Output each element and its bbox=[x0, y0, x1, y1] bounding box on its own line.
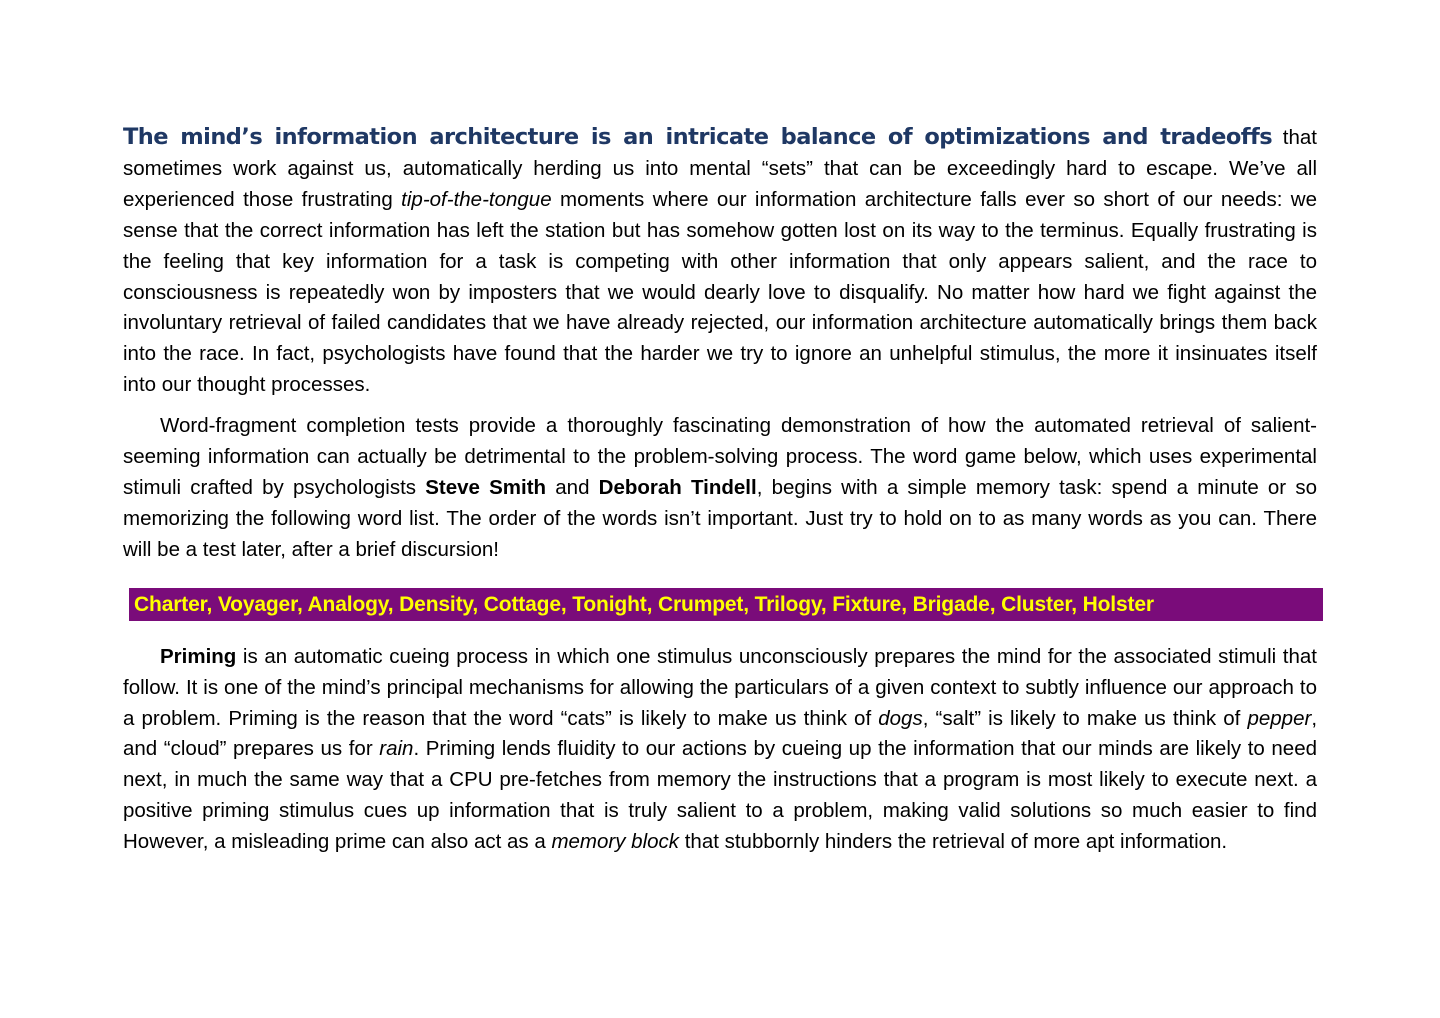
priming-text-4: . Priming lends fluidity to our actions by cueing up the information that our minds are likely to need next, in much the same way that a CPU pre-fetches from memory the instructions that a program is most likely to execute next. a positive priming stimulus cues up information that is truly salient to a problem, making valid solutions so much easier to find However, a misleading prime can also act as a bbox=[123, 737, 1318, 854]
name-deborah-tindell: Deborah Tindell bbox=[598, 475, 757, 499]
paragraph-priming bbox=[123, 642, 1317, 858]
emphasis-tip-of-the-tongue: tip-of-the-tongue bbox=[401, 187, 552, 211]
word-fragment-text-1: Word-fragment completion tests provide a thoroughly fascinating demonstration of how the automated retrieval of salient-seeming information can actually be detrimental to the problem-solving process. The word game below, which uses experimental stimuli crafted by psychologists bbox=[123, 414, 1317, 499]
name-steve-smith: Steve Smith bbox=[425, 475, 547, 499]
term-priming: Priming bbox=[160, 644, 237, 668]
priming-text-5: that stubbornly hinders the retrieval of more apt information. bbox=[679, 830, 1228, 854]
paragraph-word-fragment bbox=[123, 411, 1317, 566]
document-page bbox=[123, 122, 1317, 858]
emphasis-dogs: dogs bbox=[878, 706, 923, 730]
priming-text-3: , and “cloud” prepares us for bbox=[123, 706, 1318, 761]
lead-heading: The mind’s information architecture is an intricate balance of optimizations and tradeoffs bbox=[123, 124, 1273, 150]
emphasis-rain: rain bbox=[379, 737, 414, 761]
word-list-text: Charter, Voyager, Analogy, Density, Cottage, Tonight, Crumpet, Trilogy, Fixture, Brigade, Cluster, Holster bbox=[134, 592, 1154, 616]
priming-text-2: , “salt” is likely to make us think of bbox=[922, 706, 1248, 730]
emphasis-pepper: pepper bbox=[1247, 706, 1312, 730]
word-list-banner bbox=[129, 588, 1323, 621]
intro-text-1: that sometimes work against us, automatically herding us into mental “sets” that can be exceedingly hard to escape. We’ve all experienced those frustrating bbox=[123, 126, 1317, 211]
emphasis-memory-block: memory block bbox=[551, 830, 680, 854]
word-fragment-text-2: and bbox=[546, 475, 599, 499]
paragraph-intro bbox=[123, 122, 1317, 401]
word-fragment-text-3: , begins with a simple memory task: spend a minute or so memorizing the following word list. The order of the words isn’t important. Just try to hold on to as many words as you can. There will be a test later, after a brief discursion! bbox=[123, 475, 1317, 561]
intro-text-2: moments where our information architecture falls ever so short of our needs: we sense that the correct information has left the station but has somehow gotten lost on its way to the terminus. Equally frustrating is the feeling that key information for a task is competing with other information that only appears salient, and the race to consciousness is repeatedly won by imposters that we would dearly love to disqualify. No matter how hard we fight against the involuntary retrieval of failed candidates that we have already rejected, our information architecture automatically brings them back into the race. In fact, psychologists have found that the harder we try to ignore an unhelpful stimulus, the more it insinuates itself into our thought processes. bbox=[123, 187, 1317, 397]
priming-text-1: is an automatic cueing process in which one stimulus unconsciously prepares the mind for the associated stimuli that follow. It is one of the mind’s principal mechanisms for allowing the particulars of a given context to subtly influence our approach to a problem. Priming is the reason that the word “cats” is likely to make us think of bbox=[123, 644, 1317, 730]
